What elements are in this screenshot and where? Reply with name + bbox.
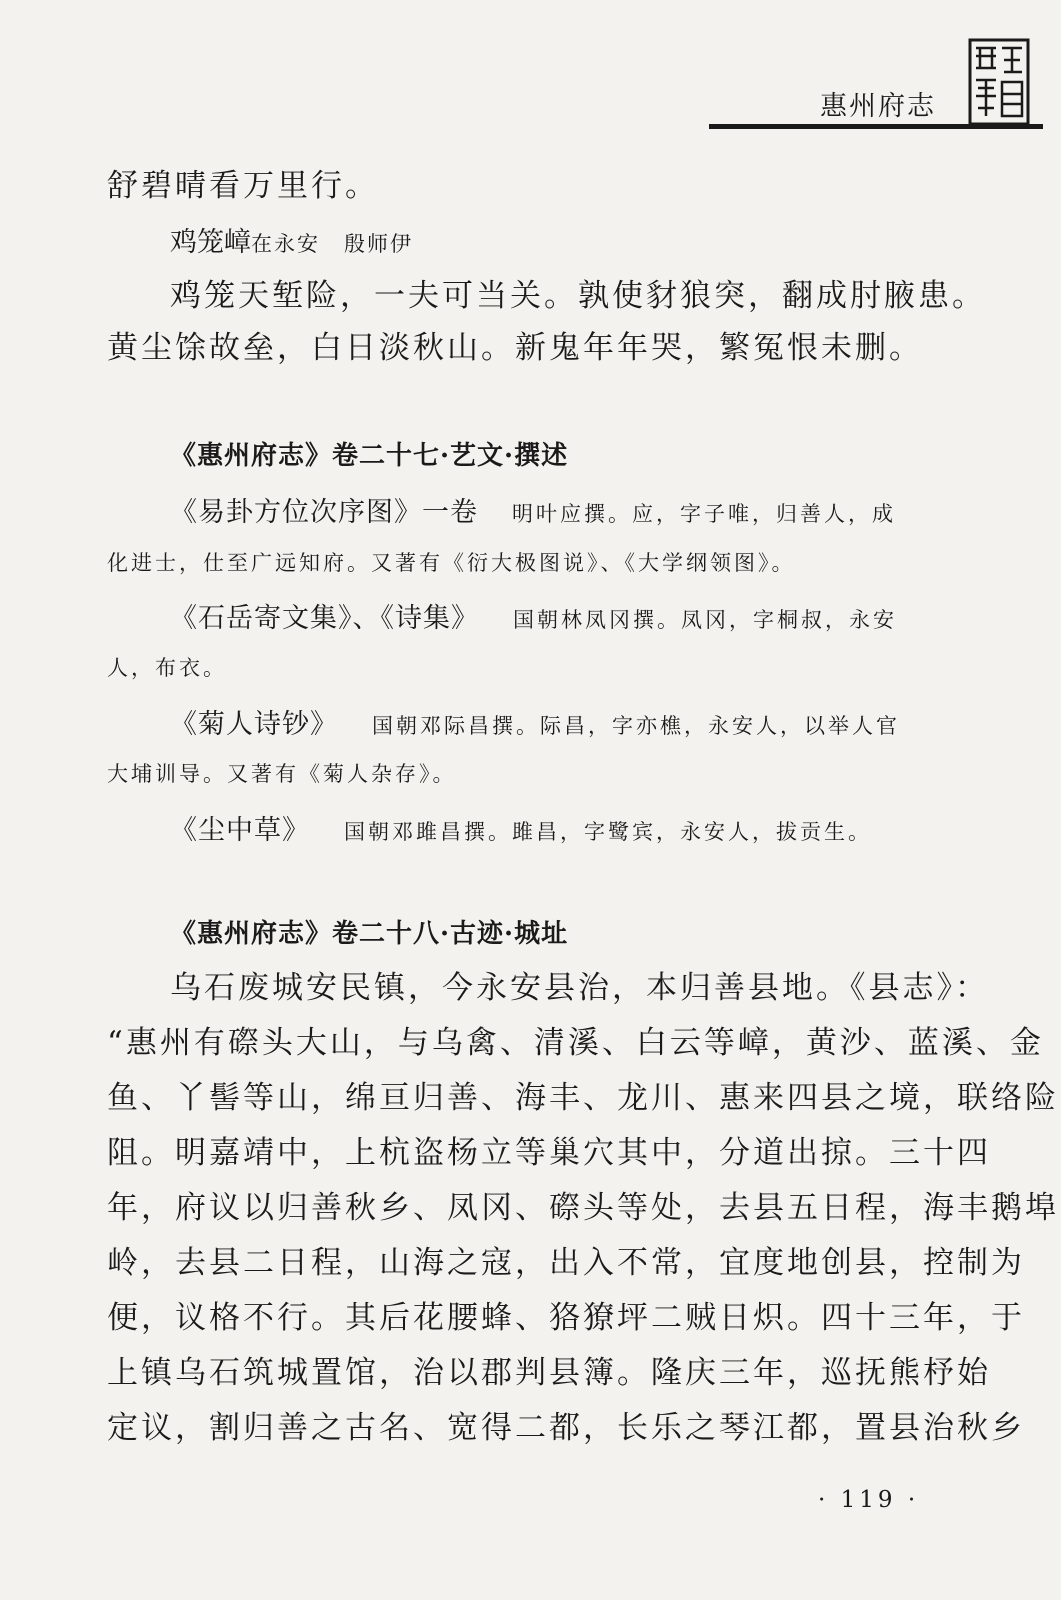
poem-line: 舒碧晴看万里行。 xyxy=(107,168,379,204)
poem-author: 殷师伊 xyxy=(344,232,413,256)
poem-line: 鸡笼天堑险，一夫可当关。孰使豺狼突，翻成肘腋患。 xyxy=(170,278,986,314)
entry-note-continued: 化进士，仕至广远知府。又著有《衍大极图说》、《大学纲领图》。 xyxy=(107,551,796,575)
body-line: 定议，割归善之古名、宽得二都，长乐之琴江都，置县治秋乡 xyxy=(107,1410,1025,1446)
seal-stamp-icon xyxy=(968,38,1030,126)
bibliography-entry xyxy=(170,596,897,635)
entry-note: 国朝邓雎昌撰。雎昌，字鹭宾，永安人，拔贡生。 xyxy=(344,820,872,844)
entry-note: 国朝林凤冈撰。凤冈，字桐叔，永安 xyxy=(513,608,897,632)
work-title: 《易卦方位次序图》一卷 xyxy=(170,497,478,528)
page-number: · 119 · xyxy=(818,1487,920,1513)
poem-title: 鸡笼嶂 xyxy=(170,227,251,258)
poem-line: 黄尘馀故垒，白日淡秋山。新鬼年年哭，繁冤恨未删。 xyxy=(107,330,923,366)
entry-note-continued: 人，布衣。 xyxy=(107,656,227,680)
entry-note: 国朝邓际昌撰。际昌，字亦樵，永安人，以举人官 xyxy=(372,714,900,738)
work-title: 《菊人诗钞》 xyxy=(170,709,338,740)
bibliography-entry xyxy=(170,702,900,741)
poem-location-note: 在永安 xyxy=(251,232,320,256)
bibliography-entry xyxy=(170,490,896,529)
bibliography-entry xyxy=(170,808,872,847)
body-line: 乌石废城安民镇，今永安县治，本归善县地。《县志》： xyxy=(170,970,989,1006)
body-line: 鱼、丫髻等山，绵亘归善、海丰、龙川、惠来四县之境，联络险 xyxy=(107,1080,1059,1116)
work-title: 《石岳寄文集》、《诗集》 xyxy=(170,603,479,634)
body-line: 便，议格不行。其后花腰蜂、狢獠坪二贼日炽。四十三年，于 xyxy=(107,1300,1025,1336)
section-heading: 《惠州府志》卷二十七·艺文·撰述 xyxy=(170,441,569,471)
running-header-title: 惠州府志 xyxy=(820,91,936,122)
poem-title-line xyxy=(170,220,413,259)
section-heading: 《惠州府志》卷二十八·古迹·城址 xyxy=(170,919,569,949)
work-title: 《尘中草》 xyxy=(170,815,310,846)
body-line: 岭，去县二日程，山海之寇，出入不常，宜度地创县，控制为 xyxy=(107,1245,1025,1281)
body-line: 上镇乌石筑城置馆，治以郡判县簿。隆庆三年，巡抚熊杼始 xyxy=(107,1355,991,1391)
header-rule xyxy=(709,124,1043,129)
body-line: “惠州有磜头大山，与乌禽、清溪、白云等嶂，黄沙、蓝溪、金 xyxy=(107,1025,1044,1061)
entry-note: 明叶应撰。应，字子唯，归善人，成 xyxy=(512,502,896,526)
body-line: 阻。明嘉靖中，上杭盗杨立等巢穴其中，分道出掠。三十四 xyxy=(107,1135,991,1171)
body-line: 年，府议以归善秋乡、凤冈、磜头等处，去县五日程，海丰鹅埠 xyxy=(107,1190,1059,1226)
entry-note-continued: 大埔训导。又著有《菊人杂存》。 xyxy=(107,762,457,786)
